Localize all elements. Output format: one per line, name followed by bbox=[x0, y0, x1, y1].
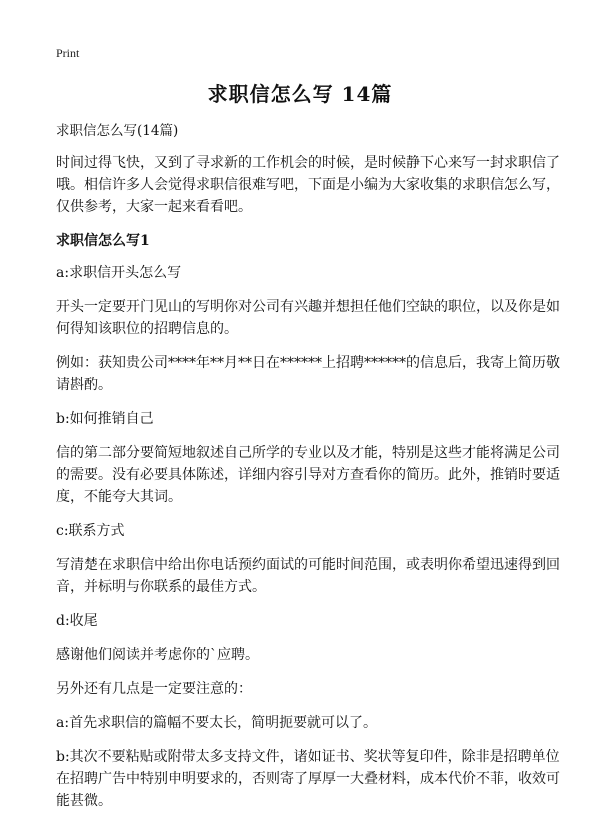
note-a: a:首先求职信的篇幅不要太长，简明扼要就可以了。 bbox=[56, 715, 378, 731]
note-b: b:其次不要粘贴或附带太多支持文件，诸如证书、奖状等复印件，除非是招聘单位在招聘广告中特别申明要求的，否则寄了厚厚一大叠材料，成本代价不菲，收效可能甚微。 bbox=[56, 749, 560, 809]
notes-intro: 另外还有几点是一定要注意的： bbox=[56, 681, 252, 697]
example-paragraph: 例如：获知贵公司****年**月**日在******上招聘******的信息后，我寄上简历敬请斟酌。 bbox=[56, 355, 560, 393]
item-b-label: b:如何推销自己 bbox=[56, 411, 154, 427]
document-body bbox=[56, 120, 564, 824]
item-d-text: 感谢他们阅读并考虑你的`应聘。 bbox=[56, 647, 259, 663]
section-heading: 求职信怎么写1 bbox=[56, 233, 150, 249]
item-a-text: 开头一定要开门见山的写明你对公司有兴趣并想担任他们空缺的职位，以及你是如何得知该职位的招聘信息的。 bbox=[56, 299, 560, 337]
document-title: 求职信怎么写 14篇 bbox=[207, 82, 393, 106]
item-a-label: a:求职信开头怎么写 bbox=[56, 265, 182, 281]
print-label: Print bbox=[56, 46, 80, 60]
item-b-text: 信的第二部分要简短地叙述自己所学的专业以及才能，特别是这些才能将满足公司的需要。没有必要具体陈述，详细内容引导对方查看你的简历。此外，推销时要适度，不能夸大其词。 bbox=[56, 445, 560, 505]
document-subtitle: 求职信怎么写(14篇) bbox=[56, 123, 179, 139]
intro-paragraph: 时间过得飞快，又到了寻求新的工作机会的时候，是时候静下心来写一封求职信了哦。相信许多人会觉得求职信很难写吧，下面是小编为大家收集的求职信怎么写，仅供参考，大家一起来看看吧。 bbox=[56, 155, 560, 215]
item-d-label: d:收尾 bbox=[56, 613, 98, 629]
item-c-text: 写清楚在求职信中给出你电话预约面试的可能时间范围，或表明你希望迅速得到回音，并标明与你联系的最佳方式。 bbox=[56, 557, 560, 595]
item-c-label: c:联系方式 bbox=[56, 523, 125, 539]
